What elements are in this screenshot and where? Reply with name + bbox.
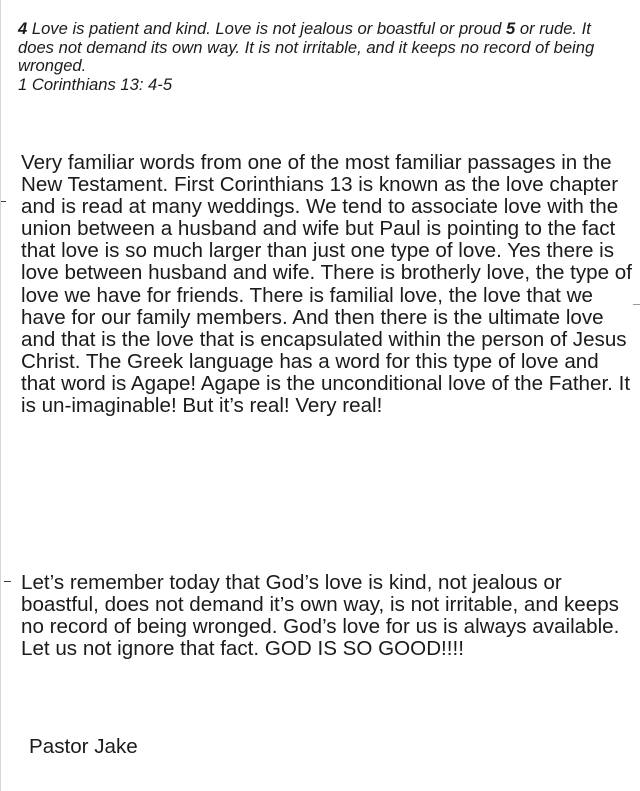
body-paragraph-2: Let’s remember today that God’s love is kind, not jealous or boastful, does not demand it’s own way, is not irritable, and keeps no record of being wronged. God’s love for us is always available. Let us not ignore that fact. GOD IS SO GOOD!!!! xyxy=(21,571,620,661)
verse-5-number: 5 xyxy=(506,19,516,38)
margin-mark xyxy=(4,581,11,582)
margin-mark xyxy=(1,201,6,202)
verse-4-text: Love is patient and kind. Love is not jealous or boastful or proud xyxy=(27,19,506,38)
verse-4-number: 4 xyxy=(18,19,28,38)
scripture-reference: 1 Corinthians 13: 4-5 xyxy=(18,74,173,94)
body-paragraph-1: Very familiar words from one of the most familiar passages in the New Testament. First Corinthians 13 is known as the love chapter and is read at many weddings. We tend to associate love with the union between a husband and wife but Paul is pointing to the fact that love is so much larger than just one type of love. Yes there is love between husband and wife. There is brotherly love, the type of love we have for friends. There is familial love, the love that we have for our family members. And then there is the ultimate love and that is the love that is encapsulated within the person of Jesus Christ. The Greek language has a word for this type of love and that word is Agape! Agape is the unconditional love of the Father. It is un-imaginable! But it’s real! Very real! xyxy=(21,151,632,418)
signature: Pastor Jake xyxy=(29,735,138,758)
scripture-passage xyxy=(18,20,618,94)
verse-5-text: or rude. It does not demand its own way. It is not irritable, and it keeps no record of being wronged. xyxy=(18,19,595,75)
margin-mark xyxy=(633,304,640,305)
